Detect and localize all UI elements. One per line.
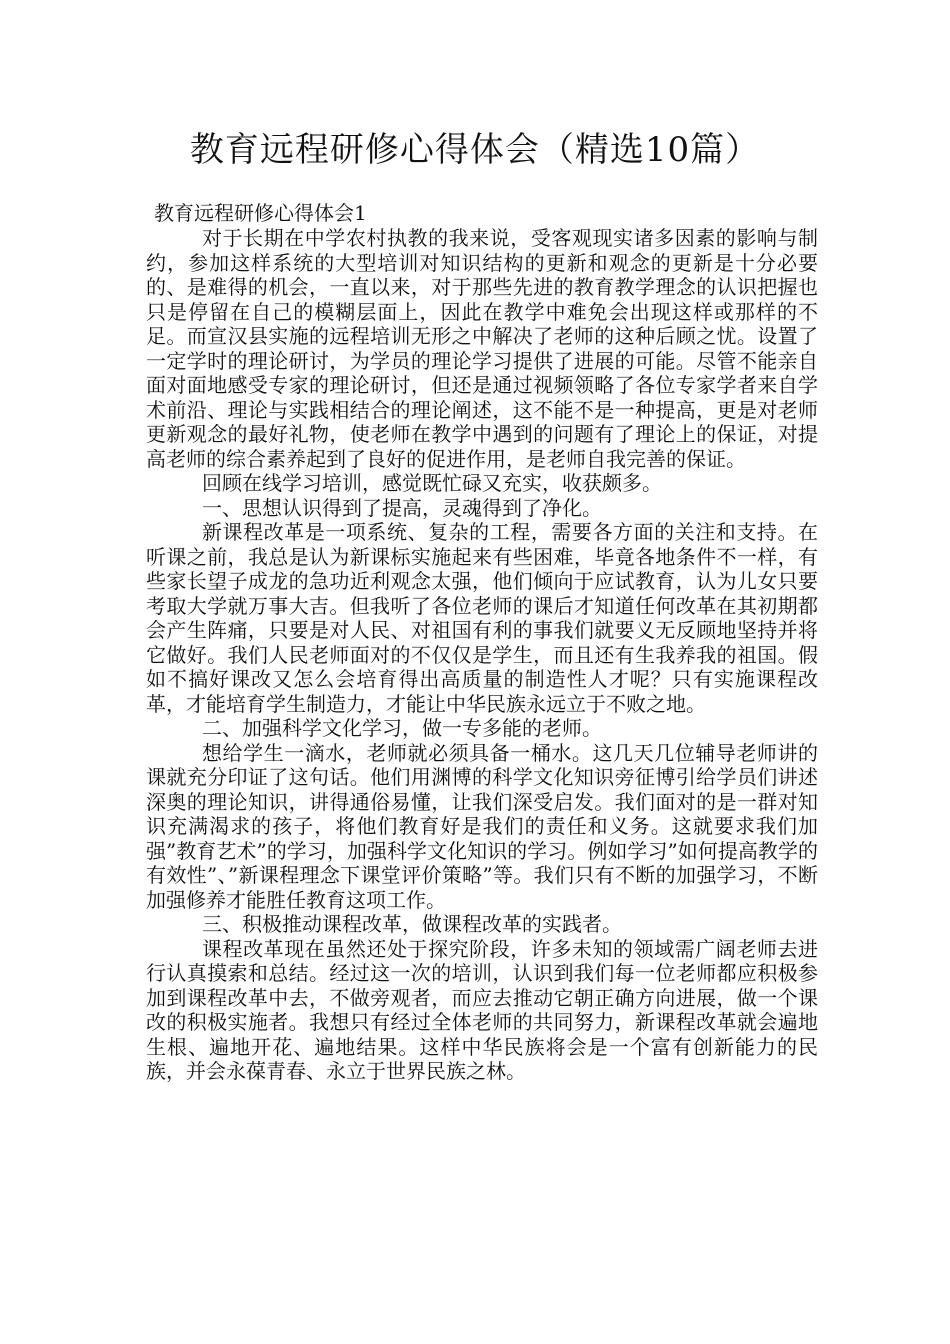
document-body [146,226,818,1084]
paragraph-review: 回顾在线学习培训，感觉既忙碌又充实，收获颇多。 [202,471,662,495]
paragraph-point-1-body: 新课程改革是一项系统、复杂的工程，需要各方面的关注和支持。在听课之前，我总是认为新课标实施起来有些困难，毕竟各地条件不一样，有些家长望子成龙的急功近利观念太强，他们倾向于应试教育，认为儿女只要考取大学就万事大吉。但我听了各位老师的课后才知道任何改革在其初期都会产生阵痛，只要是对人民、对祖国有利的事我们就要义无反顾地坚持并将它做好。我们人民老师面对的不仅仅是学生，而且还有生我养我的祖国。假如不搞好课改又怎么会培育得出高质量的制造性人才呢？只有实施课程改革，才能培育学生制造力，才能让中华民族永远立于不败之地。 [146,520,818,716]
paragraph-point-2-heading: 二、加强科学文化学习，做一专多能的老师。 [202,716,602,740]
paragraph-intro: 对于长期在中学农村执教的我来说，受客观现实诸多因素的影响与制约，参加这样系统的大型培训对知识结构的更新和观念的更新是十分必要的、是难得的机会，一直以来，对于那些先进的教育教学理念的认识把握也只是停留在自己的模糊层面上，因此在教学中难免会出现这样或那样的不足。而宣汉县实施的远程培训无形之中解决了老师的这种后顾之忧。设置了一定学时的理论研讨，为学员的理论学习提供了进展的可能。尽管不能亲自面对面地感受专家的理论研讨，但还是通过视频领略了各位专家学者来自学术前沿、理论与实践相结合的理论阐述，这不能不是一种提高，更是对老师更新观念的最好礼物，使老师在教学中遇到的问题有了理论上的保证，对提高老师的综合素养起到了良好的促进作用，是老师自我完善的保证。 [146,226,818,471]
paragraph-point-2-body: 想给学生一滴水，老师就必须具备一桶水。这几天几位辅导老师讲的课就充分印证了这句话。他们用渊博的科学文化知识旁征博引给学员们讲述深奥的理论知识，讲得通俗易懂，让我们深受启发。我们面对的是一群对知识充满渴求的孩子，将他们教育好是我们的责任和义务。这就要求我们加强”教育艺术”的学习，加强科学文化知识的学习。例如学习”如何提高教学的有效性”、”新课程理念下课堂评价策略”等。我们只有不断的加强学习，不断加强修养才能胜任教育这项工作。 [146,740,818,912]
paragraph-point-3-heading: 三、积极推动课程改革，做课程改革的实践者。 [202,912,622,936]
paragraph-point-3-body: 课程改革现在虽然还处于探究阶段，许多未知的领域需广阔老师去进行认真摸索和总结。经过这一次的培训，认识到我们每一位老师都应积极参加到课程改革中去，不做旁观者，而应去推动它朝正确方向进展，做一个课改的积极实施者。我想只有经过全体老师的共同努力，新课程改革就会遍地生根、遍地开花、遍地结果。这样中华民族将会是一个富有创新能力的民族，并会永葆青春、永立于世界民族之林。 [146,936,818,1083]
document-title: 教育远程研修心得体会（精选10篇） [189,130,761,170]
section-heading: 教育远程研修心得体会1 [154,201,367,225]
paragraph-point-1-heading: 一、思想认识得到了提高，灵魂得到了净化。 [202,495,602,520]
